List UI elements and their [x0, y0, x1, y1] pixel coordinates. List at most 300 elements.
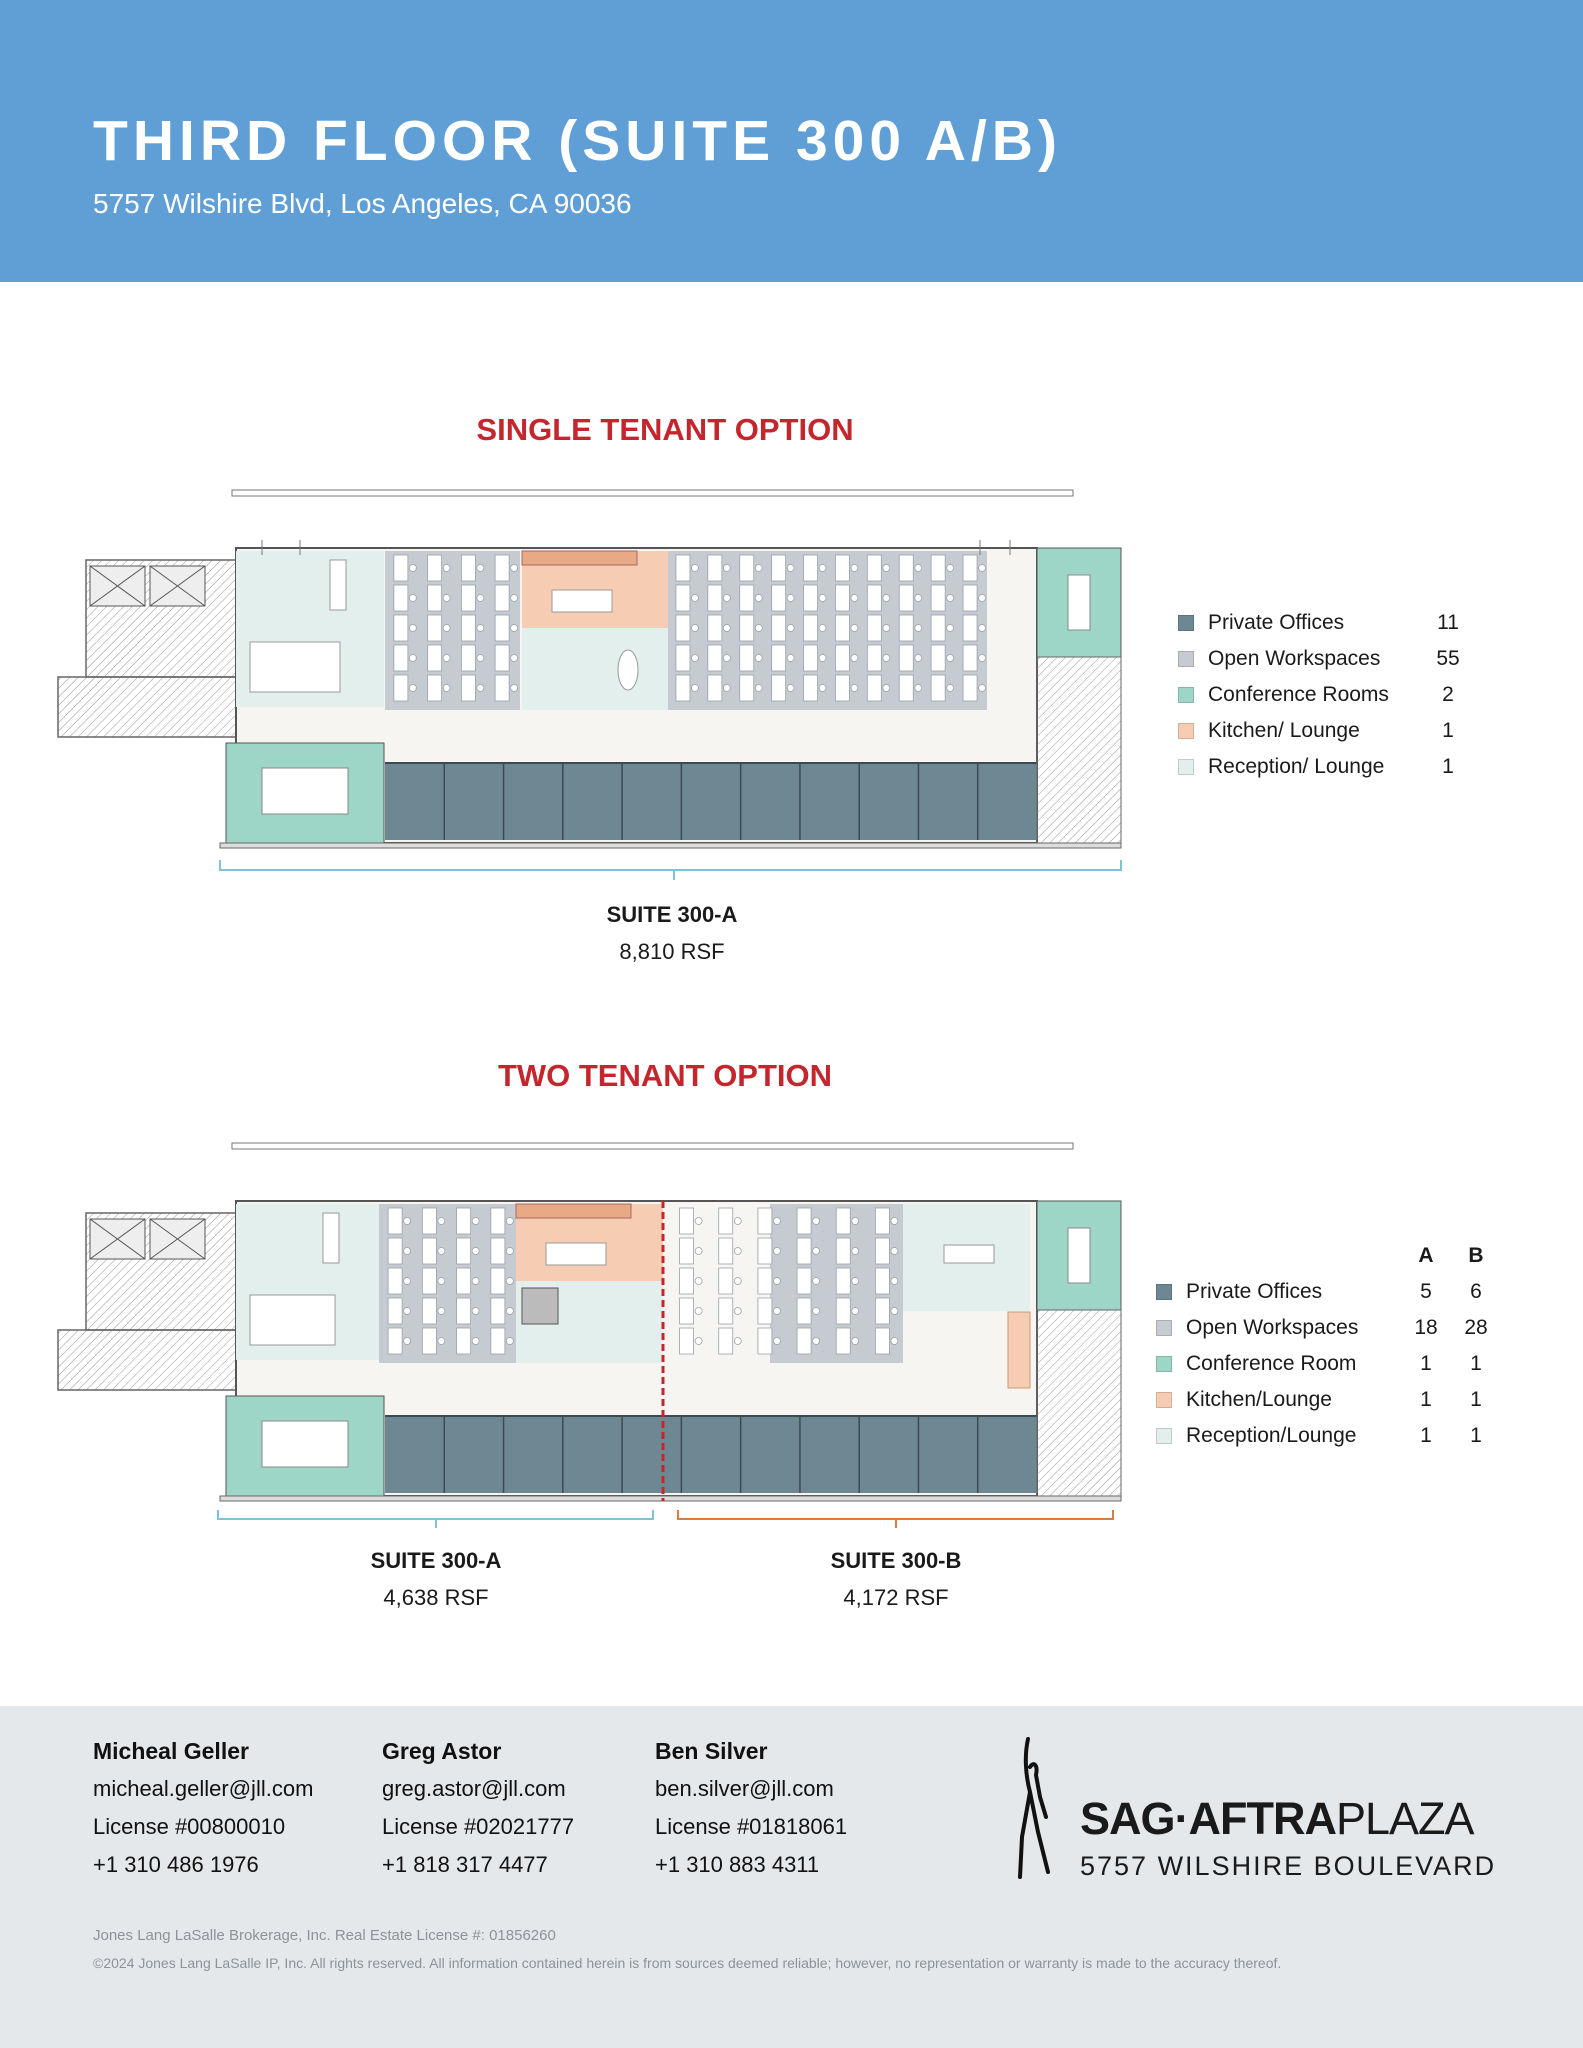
- desk: [491, 1238, 505, 1264]
- chair: [813, 1308, 820, 1315]
- desk: [899, 675, 913, 701]
- desk: [772, 675, 786, 701]
- chair: [947, 565, 954, 572]
- chair: [506, 1338, 513, 1345]
- desk: [388, 1268, 402, 1294]
- desk: [772, 615, 786, 641]
- desk: [495, 585, 509, 611]
- chair: [404, 1218, 411, 1225]
- desk: [797, 1328, 811, 1354]
- page-title: THIRD FLOOR (SUITE 300 A/B): [93, 109, 1062, 173]
- desk: [422, 1268, 436, 1294]
- private-offices: [385, 1416, 1037, 1493]
- legend-value-b: 1: [1470, 1388, 1482, 1411]
- desk: [719, 1208, 733, 1234]
- desk: [495, 675, 509, 701]
- desk: [394, 585, 408, 611]
- desk: [867, 615, 881, 641]
- desk: [758, 1238, 772, 1264]
- chair: [734, 1278, 741, 1285]
- logo-light-text: PLAZA: [1335, 1793, 1474, 1844]
- dancer-figure-icon: [1018, 1737, 1068, 1887]
- chair: [947, 625, 954, 632]
- chair: [404, 1278, 411, 1285]
- swatch-reception: [1178, 759, 1194, 775]
- lounge-table: [618, 650, 638, 690]
- chair: [813, 1218, 820, 1225]
- desk: [495, 615, 509, 641]
- legend-value: 11: [1437, 611, 1459, 634]
- chair: [472, 1308, 479, 1315]
- legend-value-b: 6: [1470, 1280, 1482, 1303]
- chair: [506, 1278, 513, 1285]
- chair: [438, 1218, 445, 1225]
- desk: [867, 645, 881, 671]
- desk: [428, 555, 442, 581]
- chair: [979, 655, 986, 662]
- exterior-wall: [232, 1143, 1073, 1149]
- swatch-private-offices: [1156, 1284, 1172, 1300]
- conference-table: [262, 768, 348, 814]
- desk: [676, 645, 690, 671]
- chair: [443, 625, 450, 632]
- swatch-conference: [1178, 687, 1194, 703]
- suite-300a-rsf: 4,638 RSF: [383, 1585, 489, 1610]
- desk: [708, 585, 722, 611]
- desk: [740, 675, 754, 701]
- hatched-corridor: [58, 677, 236, 737]
- desk: [804, 615, 818, 641]
- swatch-open-workspaces: [1156, 1320, 1172, 1336]
- desk: [388, 1238, 402, 1264]
- conference-table: [1068, 1228, 1090, 1283]
- desk: [797, 1268, 811, 1294]
- chair: [438, 1338, 445, 1345]
- chair: [787, 625, 794, 632]
- chair: [851, 625, 858, 632]
- chair: [691, 565, 698, 572]
- desk: [461, 585, 475, 611]
- kitchen-table: [552, 590, 612, 612]
- desk: [772, 645, 786, 671]
- chair: [691, 595, 698, 602]
- kitchen-counter: [522, 551, 637, 565]
- chair: [734, 1338, 741, 1345]
- contact-phone[interactable]: +1 310 883 4311: [655, 1852, 820, 1877]
- legend-row-conference: [1178, 677, 1473, 713]
- chair: [891, 1218, 898, 1225]
- legend-two-tenant: [1156, 1238, 1501, 1454]
- chair: [695, 1308, 702, 1315]
- desk: [875, 1208, 889, 1234]
- lounge: [522, 628, 668, 710]
- desk: [394, 675, 408, 701]
- chair: [891, 1308, 898, 1315]
- desk: [708, 555, 722, 581]
- chair: [695, 1248, 702, 1255]
- chair: [443, 685, 450, 692]
- legend-value: 55: [1436, 647, 1460, 670]
- desk: [457, 1328, 471, 1354]
- desk: [676, 615, 690, 641]
- desk: [394, 555, 408, 581]
- desk: [719, 1268, 733, 1294]
- reception-desk: [330, 560, 346, 610]
- legend-row-private-offices: [1178, 605, 1473, 641]
- desk: [740, 555, 754, 581]
- desk: [963, 555, 977, 581]
- chair: [947, 595, 954, 602]
- desk: [676, 675, 690, 701]
- chair: [852, 1308, 859, 1315]
- legend-row-reception: [1156, 1418, 1501, 1454]
- desk: [495, 645, 509, 671]
- hatched-shaft: [1037, 1310, 1121, 1496]
- chair: [852, 1338, 859, 1345]
- desk: [758, 1208, 772, 1234]
- chair: [734, 1308, 741, 1315]
- chair: [915, 565, 922, 572]
- desk: [719, 1298, 733, 1324]
- contact-card: [655, 1732, 847, 1884]
- lounge-sofa: [250, 1295, 335, 1345]
- chair: [883, 655, 890, 662]
- desk: [388, 1298, 402, 1324]
- legend-label: Reception/Lounge: [1186, 1424, 1357, 1447]
- chair: [477, 685, 484, 692]
- desk: [875, 1238, 889, 1264]
- chair: [915, 595, 922, 602]
- chair: [851, 655, 858, 662]
- desk: [772, 585, 786, 611]
- contact-email[interactable]: ben.silver@jll.com: [655, 1776, 834, 1801]
- legend-label: Private Offices: [1208, 611, 1345, 634]
- legend-value: 1: [1442, 719, 1454, 742]
- chair: [691, 625, 698, 632]
- desk: [388, 1328, 402, 1354]
- chair: [511, 625, 518, 632]
- chair: [755, 565, 762, 572]
- desk: [461, 645, 475, 671]
- desk: [836, 1298, 850, 1324]
- two-tenant-title: TWO TENANT OPTION: [497, 1058, 833, 1093]
- desk: [758, 1328, 772, 1354]
- desk: [797, 1208, 811, 1234]
- desk: [708, 615, 722, 641]
- desk: [835, 675, 849, 701]
- chair: [734, 1218, 741, 1225]
- chair: [979, 625, 986, 632]
- chair: [404, 1338, 411, 1345]
- chair: [787, 685, 794, 692]
- chair: [723, 685, 730, 692]
- chair: [773, 1218, 780, 1225]
- legend-value: 2: [1442, 683, 1454, 706]
- chair: [883, 625, 890, 632]
- desk: [963, 615, 977, 641]
- contact-email[interactable]: micheal.geller@jll.com: [93, 1776, 314, 1801]
- address-subtitle: 5757 Wilshire Blvd, Los Angeles, CA 90036: [93, 188, 632, 219]
- single-tenant-title: SINGLE TENANT OPTION: [476, 412, 854, 447]
- chair: [691, 655, 698, 662]
- conference-table: [262, 1421, 348, 1467]
- desk: [931, 645, 945, 671]
- chair: [506, 1218, 513, 1225]
- reception-desk: [323, 1213, 339, 1263]
- swatch-conference: [1156, 1356, 1172, 1372]
- chair: [813, 1278, 820, 1285]
- desk: [963, 645, 977, 671]
- desk: [875, 1268, 889, 1294]
- contact-card: [93, 1732, 313, 1884]
- contact-license: License #01818061: [655, 1814, 848, 1839]
- legend-single: [1178, 605, 1473, 785]
- kitchen-counter: [516, 1204, 631, 1218]
- chair: [404, 1248, 411, 1255]
- kitchen-table: [546, 1243, 606, 1265]
- chair: [915, 625, 922, 632]
- desk: [899, 555, 913, 581]
- swatch-kitchen: [1178, 723, 1194, 739]
- legend-label: Reception/ Lounge: [1208, 755, 1385, 778]
- chair: [773, 1278, 780, 1285]
- desk: [461, 615, 475, 641]
- reception-desk: [944, 1245, 994, 1263]
- chair: [755, 685, 762, 692]
- chair: [755, 625, 762, 632]
- desk: [680, 1298, 694, 1324]
- legend-value: 1: [1442, 755, 1454, 778]
- chair: [409, 685, 416, 692]
- desk: [867, 585, 881, 611]
- legend-row-kitchen: [1156, 1382, 1501, 1418]
- legend-value-a: 1: [1420, 1352, 1432, 1375]
- chair: [477, 595, 484, 602]
- desk: [835, 585, 849, 611]
- chair: [819, 655, 826, 662]
- desk: [758, 1298, 772, 1324]
- chair: [723, 565, 730, 572]
- chair: [438, 1248, 445, 1255]
- desk: [422, 1238, 436, 1264]
- desk: [797, 1238, 811, 1264]
- desk: [428, 615, 442, 641]
- chair: [819, 565, 826, 572]
- chair: [477, 655, 484, 662]
- shaft: [522, 1288, 558, 1324]
- swatch-reception: [1156, 1428, 1172, 1444]
- desk: [491, 1268, 505, 1294]
- chair: [773, 1248, 780, 1255]
- chair: [472, 1248, 479, 1255]
- desk: [680, 1268, 694, 1294]
- chair: [773, 1308, 780, 1315]
- desk: [931, 675, 945, 701]
- chair: [947, 685, 954, 692]
- chair: [813, 1248, 820, 1255]
- desk: [867, 675, 881, 701]
- desk: [899, 585, 913, 611]
- column-header-b: B: [1468, 1244, 1484, 1267]
- suite-300b-bracket: [678, 1510, 1113, 1528]
- legend-value-b: 28: [1464, 1316, 1488, 1339]
- chair: [979, 595, 986, 602]
- contact-card: [382, 1732, 574, 1884]
- chair: [787, 595, 794, 602]
- chair: [472, 1218, 479, 1225]
- contact-license: License #02021777: [382, 1814, 575, 1839]
- chair: [979, 685, 986, 692]
- desk: [457, 1268, 471, 1294]
- legend-label: Conference Room: [1186, 1352, 1357, 1375]
- desk: [804, 675, 818, 701]
- desk: [835, 615, 849, 641]
- desk: [804, 555, 818, 581]
- conference-table: [1068, 575, 1090, 630]
- chair: [477, 565, 484, 572]
- logo-wordmark: [1080, 1793, 1474, 1845]
- suite-300a-bracket: [220, 860, 1121, 880]
- chair: [511, 565, 518, 572]
- desk: [394, 645, 408, 671]
- swatch-private-offices: [1178, 615, 1194, 631]
- chair: [947, 655, 954, 662]
- chair: [691, 685, 698, 692]
- chair: [409, 565, 416, 572]
- legend-row-reception: [1178, 749, 1473, 785]
- desk: [680, 1328, 694, 1354]
- desk: [836, 1238, 850, 1264]
- column-header-a: A: [1418, 1244, 1434, 1267]
- swatch-kitchen: [1156, 1392, 1172, 1408]
- desk: [875, 1298, 889, 1324]
- chair: [819, 625, 826, 632]
- desk: [963, 675, 977, 701]
- contact-name: Greg Astor: [382, 1738, 502, 1764]
- legend-row-open-workspaces: [1178, 641, 1473, 677]
- swatch-open-workspaces: [1178, 651, 1194, 667]
- chair: [443, 595, 450, 602]
- chair: [443, 655, 450, 662]
- legend-value-a: 1: [1420, 1388, 1432, 1411]
- chair: [773, 1338, 780, 1345]
- chair: [511, 685, 518, 692]
- desk: [422, 1328, 436, 1354]
- desk: [867, 555, 881, 581]
- chair: [883, 685, 890, 692]
- chair: [755, 595, 762, 602]
- desk: [428, 645, 442, 671]
- contact-phone[interactable]: +1 818 317 4477: [382, 1852, 548, 1877]
- desk: [708, 645, 722, 671]
- chair: [915, 655, 922, 662]
- chair: [915, 685, 922, 692]
- suite-300a-bracket: [218, 1510, 653, 1528]
- contact-email[interactable]: greg.astor@jll.com: [382, 1776, 566, 1801]
- chair: [852, 1278, 859, 1285]
- contact-phone[interactable]: +1 310 486 1976: [93, 1852, 259, 1877]
- exterior-wall: [220, 843, 1121, 848]
- desk: [804, 645, 818, 671]
- chair: [883, 595, 890, 602]
- desk: [740, 645, 754, 671]
- desk: [676, 555, 690, 581]
- chair: [409, 625, 416, 632]
- desk: [931, 615, 945, 641]
- legend-label: Open Workspaces: [1208, 647, 1381, 670]
- legend-value-b: 1: [1470, 1424, 1482, 1447]
- exterior-wall: [220, 1496, 1121, 1501]
- chair: [851, 595, 858, 602]
- desk: [899, 645, 913, 671]
- desk: [836, 1328, 850, 1354]
- desk: [388, 1208, 402, 1234]
- desk: [719, 1238, 733, 1264]
- desk: [428, 585, 442, 611]
- legend-row-kitchen: [1178, 713, 1473, 749]
- desk: [835, 555, 849, 581]
- desk: [836, 1268, 850, 1294]
- sag-aftra-plaza-logo: [1018, 1737, 1498, 1887]
- chair: [404, 1308, 411, 1315]
- legend-label: Private Offices: [1186, 1280, 1323, 1303]
- chair: [438, 1278, 445, 1285]
- desk: [719, 1328, 733, 1354]
- desk: [758, 1268, 772, 1294]
- desk: [740, 585, 754, 611]
- desk: [491, 1298, 505, 1324]
- desk: [491, 1328, 505, 1354]
- brokerage-license: Jones Lang LaSalle Brokerage, Inc. Real Estate License #: 01856260: [93, 1927, 556, 1944]
- hatched-shaft: [1037, 657, 1121, 843]
- chair: [506, 1308, 513, 1315]
- legend-value-a: 5: [1420, 1280, 1432, 1303]
- chair: [511, 595, 518, 602]
- desk: [422, 1208, 436, 1234]
- desk: [461, 555, 475, 581]
- chair: [891, 1338, 898, 1345]
- suite-300a-name: SUITE 300-A: [370, 1548, 502, 1573]
- desk: [835, 645, 849, 671]
- chair: [734, 1248, 741, 1255]
- chair: [695, 1278, 702, 1285]
- legend-value-b: 1: [1470, 1352, 1482, 1375]
- desk: [772, 555, 786, 581]
- legend-row-conference: [1156, 1346, 1501, 1382]
- desk: [457, 1208, 471, 1234]
- chair: [472, 1338, 479, 1345]
- hatched-corridor: [58, 1330, 236, 1390]
- desk: [461, 675, 475, 701]
- legend-value-a: 18: [1414, 1316, 1438, 1339]
- legend-label: Open Workspaces: [1186, 1316, 1359, 1339]
- desk: [422, 1298, 436, 1324]
- desk: [708, 675, 722, 701]
- chair: [695, 1338, 702, 1345]
- chair: [891, 1278, 898, 1285]
- chair: [979, 565, 986, 572]
- chair: [787, 655, 794, 662]
- chair: [723, 655, 730, 662]
- contact-name: Ben Silver: [655, 1738, 768, 1764]
- legend-label: Conference Rooms: [1208, 683, 1389, 706]
- lounge-sofa: [250, 642, 340, 692]
- contact-license: License #00800010: [93, 1814, 286, 1839]
- chair: [477, 625, 484, 632]
- suite-300b-name: SUITE 300-B: [830, 1548, 962, 1573]
- chair: [438, 1308, 445, 1315]
- chair: [409, 595, 416, 602]
